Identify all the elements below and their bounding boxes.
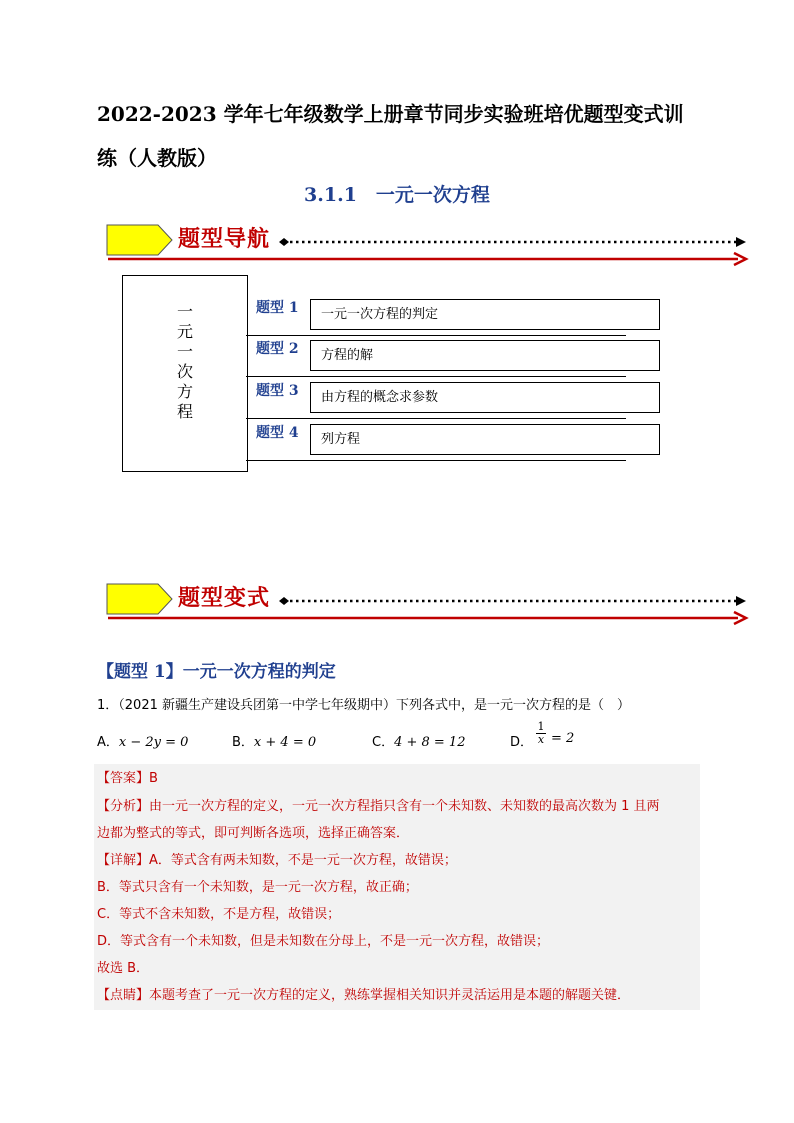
- option-d[interactable]: [510, 720, 575, 750]
- option-b[interactable]: [232, 731, 316, 750]
- nav-item-label: 题型 2: [256, 341, 299, 357]
- detail-line-2: B．等式只含有一个未知数，是一元一次方程，故正确；: [97, 880, 418, 895]
- divider: [246, 376, 626, 377]
- nav-item-text[interactable]: 列方程: [310, 424, 660, 455]
- nav-item-1[interactable]: [256, 299, 666, 331]
- nav-item-4[interactable]: [256, 424, 666, 456]
- option-a[interactable]: [97, 731, 188, 750]
- nav-item-text[interactable]: 方程的解: [310, 340, 660, 371]
- divider: [246, 335, 626, 336]
- option-c[interactable]: [372, 731, 465, 750]
- option-label: C．: [372, 735, 395, 750]
- detail-line-3: C．等式不含未知数，不是方程，故错误；: [97, 907, 341, 922]
- option-label: D．: [510, 735, 534, 750]
- nav-item-2[interactable]: [256, 340, 666, 372]
- banner-variants: [106, 581, 751, 631]
- detail-line-4: D．等式含有一个未知数，但是未知数在分母上，不是一元一次方程，故错误；: [97, 934, 550, 949]
- detail-tag: 【详解】: [97, 853, 150, 868]
- topic-char: 次: [176, 362, 193, 381]
- nav-item-label: 题型 1: [256, 300, 299, 316]
- topic-char: 元: [176, 322, 193, 341]
- banner-variants-label: 题型变式: [178, 585, 271, 611]
- option-expr: x + 4 = 0: [253, 735, 317, 750]
- banner-nav-label: 题型导航: [178, 226, 271, 252]
- nav-item-3[interactable]: [256, 382, 666, 414]
- detail-line-1: [97, 849, 457, 868]
- topic-char: 一: [176, 342, 193, 361]
- answer-tag: 【答案】: [97, 771, 150, 786]
- analysis-tag: 【分析】: [97, 799, 150, 814]
- document-title: [97, 92, 707, 180]
- title-line-1: 2022-2023 学年七年级数学上册章节同步实验班培优题型变式训: [97, 102, 684, 126]
- banner-nav: [106, 222, 751, 272]
- topic-char: 方: [176, 382, 193, 401]
- option-expr: 4 + 8 = 12: [394, 735, 466, 750]
- nav-item-text[interactable]: 一元一次方程的判定: [310, 299, 660, 330]
- option-expr: = 2: [551, 731, 575, 746]
- conclusion-line: 故选 B．: [97, 961, 150, 976]
- topic-char: 一: [176, 302, 193, 321]
- section-heading: 【题型 1】一元一次方程的判定: [97, 662, 336, 682]
- nav-item-label: 题型 4: [256, 425, 299, 441]
- divider: [246, 418, 626, 419]
- option-label: A．: [97, 735, 119, 750]
- fraction-denominator: x: [537, 733, 545, 746]
- comment-line: [97, 984, 630, 1003]
- answer-line: [97, 767, 158, 786]
- title-line-2: 练（人教版）: [97, 146, 217, 170]
- option-expr: x − 2y = 0: [118, 735, 189, 750]
- comment-text: 本题考查了一元一次方程的定义，熟练掌握相关知识并灵活运用是本题的解题关键．: [149, 988, 631, 1003]
- answer-panel: [94, 764, 700, 1010]
- answer-value: B: [149, 771, 158, 786]
- topic-box: [122, 275, 248, 472]
- detail-text: A．等式含有两未知数，不是一元一次方程，故错误；: [149, 853, 457, 868]
- fraction-numerator: 1: [537, 720, 545, 733]
- comment-tag: 【点睛】: [97, 988, 150, 1003]
- nav-item-text[interactable]: 由方程的概念求参数: [310, 382, 660, 413]
- option-d-fraction: [536, 721, 546, 746]
- topic-vertical-text: [123, 302, 247, 422]
- nav-item-label: 题型 3: [256, 383, 299, 399]
- analysis-line-1: [97, 795, 660, 814]
- option-label: B．: [232, 735, 254, 750]
- divider: [246, 460, 626, 461]
- analysis-text: 由一元一次方程的定义，一元一次方程指只含有一个未知数、未知数的最高次数为 1 且两: [149, 799, 660, 814]
- section-subtitle: 3.1.1 一元一次方程: [304, 184, 490, 206]
- topic-char: 程: [176, 402, 193, 421]
- yellow-tag-icon: [106, 224, 176, 258]
- analysis-line-2: 边都为整式的等式，即可判断各选项，选择正确答案．: [97, 826, 410, 841]
- answer-options: [97, 720, 697, 752]
- question-text: 1．（2021 新疆生产建设兵团第一中学七年级期中）下列各式中，是一元一次方程的是（ ）: [97, 698, 630, 713]
- yellow-tag-icon: [106, 583, 176, 617]
